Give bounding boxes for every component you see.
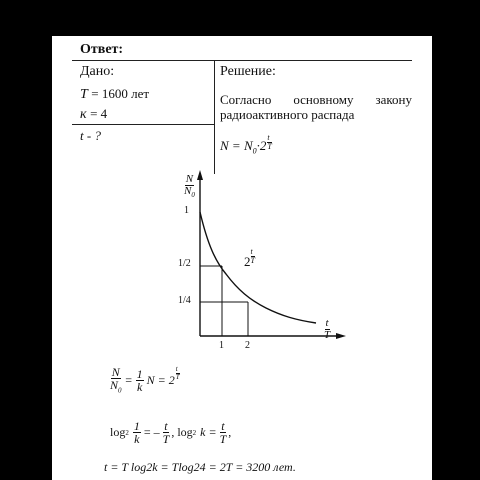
- curve-exp-num: t: [251, 248, 255, 257]
- eq1-mid-den: k: [136, 379, 143, 394]
- y-tick-1: 1: [184, 205, 189, 216]
- x-axis-label: [324, 318, 330, 341]
- word-1: Согласно: [220, 92, 272, 107]
- eq1-tail: N = 2: [146, 372, 175, 387]
- eq1-exponent: [176, 366, 180, 381]
- formula-sub: 0: [252, 146, 257, 156]
- eq1-equals: =: [124, 372, 133, 387]
- y-tick-quarter: 1/4: [178, 295, 191, 306]
- table-top-border: [72, 60, 412, 61]
- equation-2: [110, 420, 231, 445]
- y-label-num: N: [185, 173, 194, 185]
- x-tick-1: 1: [219, 340, 224, 351]
- formula-base: ·2: [256, 138, 267, 153]
- find-label: t - ?: [80, 128, 101, 143]
- eq2-f1-den: k: [134, 432, 140, 446]
- y-axis-arrow: [197, 170, 203, 180]
- formula-lhs: N = N: [220, 138, 253, 153]
- y-tick-half: 1/2: [178, 258, 191, 269]
- eq2-base2: 2: [192, 428, 197, 437]
- exp-num: t: [267, 134, 271, 143]
- equation-1: [110, 366, 180, 394]
- eq1-exp-num: t: [175, 364, 178, 373]
- given-find-separator: [72, 124, 214, 125]
- given-label: Дано:: [80, 64, 115, 79]
- eq1-exp-den: T: [175, 372, 180, 381]
- decay-graph: [170, 166, 350, 356]
- eq1-lhs-num: N: [111, 365, 120, 379]
- table-divider: [214, 60, 215, 174]
- word-3: закону: [375, 92, 412, 107]
- k-symbol: к: [80, 107, 87, 122]
- y-label-den: N: [184, 185, 192, 197]
- solution-text-line2: радиоактивного распада: [220, 107, 355, 122]
- answer-label: Ответ:: [80, 42, 124, 57]
- formula-exponent: [267, 134, 271, 151]
- eq2-end: ,: [228, 425, 232, 439]
- eq2-eq-minus: = –: [143, 425, 160, 439]
- period-value: = 1600 лет: [91, 86, 150, 101]
- eq2-f3-num: t: [221, 419, 225, 433]
- eq2-f2-num: t: [164, 419, 168, 433]
- eq1-lhs-den: N: [110, 378, 119, 392]
- eq2-f2-den: T: [162, 432, 170, 446]
- eq2-f3-den: T: [219, 432, 227, 446]
- given-k: [80, 106, 107, 123]
- word-2: основному: [293, 92, 354, 107]
- eq2-k: k =: [200, 425, 217, 439]
- eq2-base: 2: [125, 428, 129, 437]
- decay-curve: [200, 212, 316, 323]
- x-tick-2: 2: [245, 340, 250, 351]
- eq1-lhs-sub: 0: [118, 386, 122, 395]
- curve-label: [244, 248, 255, 270]
- given-period: [80, 86, 149, 103]
- x-axis-arrow: [336, 333, 346, 339]
- x-label-den: T: [324, 329, 331, 341]
- eq1-mid-num: 1: [136, 366, 143, 381]
- y-label-sub: 0: [191, 191, 195, 200]
- document-page: [52, 36, 432, 480]
- curve-label-base: 2: [244, 254, 251, 269]
- curve-exp-den: T: [250, 256, 255, 265]
- eq2-log: log: [110, 425, 126, 439]
- eq2-sep: , log: [171, 425, 193, 439]
- decay-law-formula: [220, 134, 272, 156]
- exp-den: T: [267, 142, 272, 151]
- x-label-num: t: [325, 317, 329, 329]
- curve-label-exp: [251, 248, 255, 265]
- y-axis-label: [184, 174, 195, 199]
- solution-text-line1: [220, 92, 412, 108]
- eq2-f1-num: 1: [133, 419, 140, 433]
- equation-3-result: t = T log2k = Tlog24 = 2T = 3200 лет.: [104, 460, 296, 474]
- solution-label: Решение:: [220, 64, 276, 79]
- period-symbol: T: [80, 87, 88, 102]
- k-value: = 4: [90, 106, 108, 121]
